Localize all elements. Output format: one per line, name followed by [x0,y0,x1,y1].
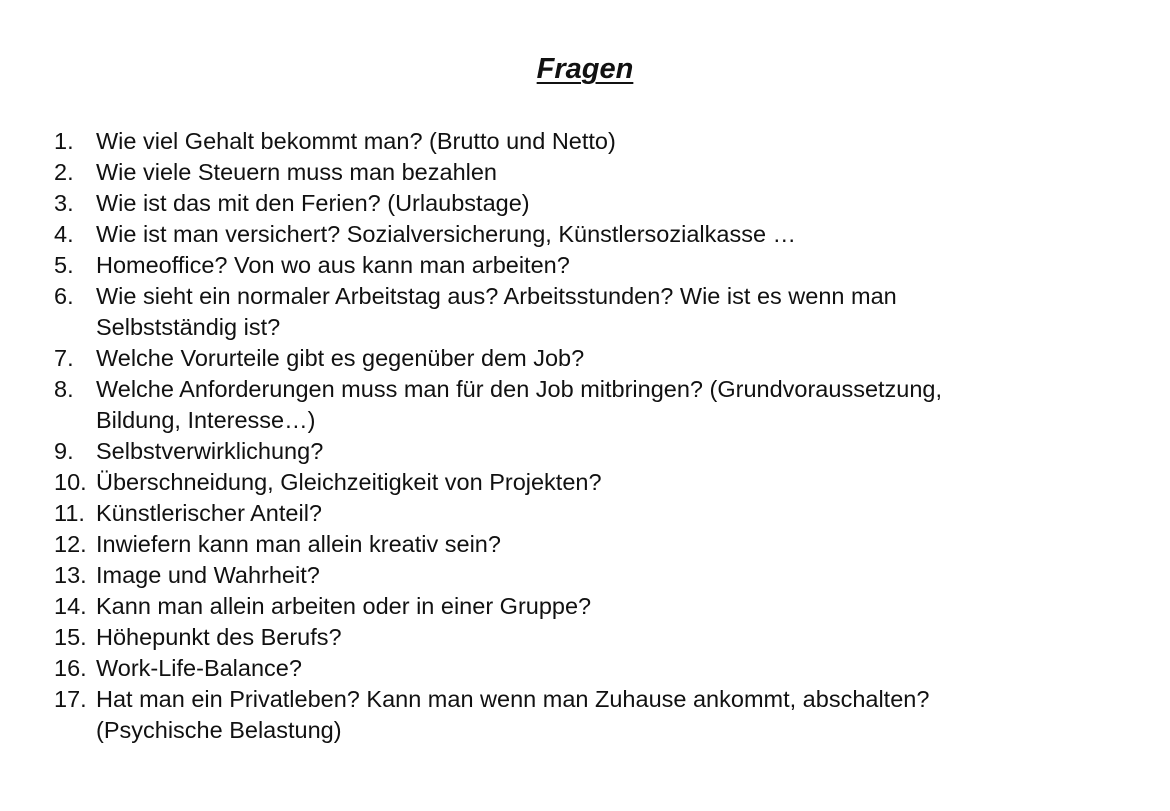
question-item [0,250,1130,281]
question-text: Inwiefern kann man allein kreativ sein? [96,531,501,557]
question-item [0,498,1130,529]
question-text: Welche Anforderungen muss man für den Job mitbringen? (Grundvoraussetzung, Bildung, Interesse…) [96,376,943,433]
question-number: 8. [54,376,74,402]
question-item [0,467,1130,498]
question-number: 16. [54,655,87,681]
question-number: 10. [54,469,87,495]
question-number: 5. [54,252,74,278]
question-text: Image und Wahrheit? [96,562,320,588]
question-number: 6. [54,283,74,309]
question-text: Work-Life-Balance? [96,655,302,681]
question-item [0,219,1130,250]
question-text: Hat man ein Privatleben? Kann man wenn man Zuhause ankommt, abschalten? (Psychische Belastung) [96,686,930,743]
question-text: Selbstverwirklichung? [96,438,324,464]
question-item [0,126,1130,157]
question-number: 12. [54,531,87,557]
question-item [0,343,1130,374]
question-text: Kann man allein arbeiten oder in einer Gruppe? [96,593,592,619]
question-number: 15. [54,624,87,650]
question-number: 14. [54,593,87,619]
question-item [0,188,1130,219]
question-text: Wie ist man versichert? Sozialversicherung, Künstlersozialkasse … [96,221,797,247]
question-number: 13. [54,562,87,588]
document-title: Fragen [536,53,634,85]
question-number: 7. [54,345,74,371]
question-text: Künstlerischer Anteil? [96,500,322,526]
question-item [0,374,1130,436]
question-text: Wie viele Steuern muss man bezahlen [96,159,498,185]
question-number: 3. [54,190,74,216]
question-item [0,529,1130,560]
question-text: Wie sieht ein normaler Arbeitstag aus? Arbeitsstunden? Wie ist es wenn man Selbstständig ist? [96,283,897,340]
question-number: 11. [54,500,85,526]
question-text: Wie viel Gehalt bekommt man? (Brutto und Netto) [96,128,616,154]
question-number: 2. [54,159,74,185]
question-text: Wie ist das mit den Ferien? (Urlaubstage) [96,190,530,216]
question-item [0,436,1130,467]
question-list [0,126,1130,746]
question-item [0,622,1130,653]
question-number: 1. [54,128,74,154]
question-text: Höhepunkt des Berufs? [96,624,342,650]
question-item [0,591,1130,622]
question-text: Welche Vorurteile gibt es gegenüber dem Job? [96,345,585,371]
question-number: 17. [54,686,87,712]
question-item [0,684,1130,746]
question-number: 4. [54,221,74,247]
question-text: Überschneidung, Gleichzeitigkeit von Projekten? [96,469,602,495]
question-number: 9. [54,438,74,464]
question-item [0,560,1130,591]
question-item [0,281,1130,343]
question-item [0,157,1130,188]
question-text: Homeoffice? Von wo aus kann man arbeiten? [96,252,570,278]
question-item [0,653,1130,684]
